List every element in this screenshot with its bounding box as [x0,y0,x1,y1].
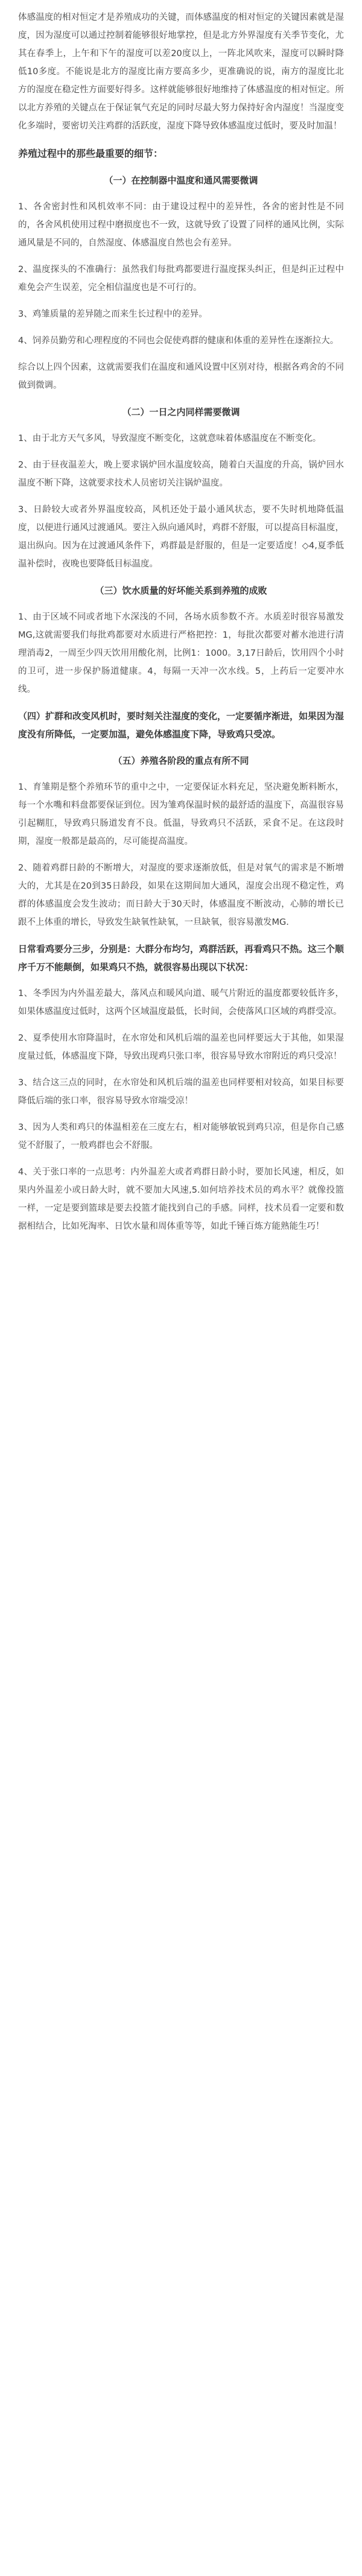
paragraph: 1、由于北方天气多风，导致湿度不断变化，这就意味着体感温度在不断变化。 [18,434,322,443]
paragraph: 2、随着鸡群日龄的不断增大，对湿度的要求逐渐放低，但是对氧气的需求是不断增大的，尤其是在20到35日龄段，如果在这期间加大通风，湿度会出现不稳定性，鸡群的体感温度会发生波动；而日龄大于30天时，体感温度不断波动，心肺的增长已跟不上体重的增长，导致发生缺氧性缺氧，一旦缺氧，很容易激发MG. [18,863,344,927]
subsection-heading: （五）养殖各阶段的重点有所不同 [113,755,249,766]
paragraph: 1、各舍密封性和风机效率不同：由于建设过程中的差异性，各舍的密封性是不同的，各舍风机使用过程中磨损度也不一致，这就导致了设置了同样的通风比例，实际通风量是不同的，自然湿度、体感温度自然也会有差异。 [18,202,344,248]
paragraph: 3、结合这三点的同时，在水帘处和风机后端的温差也同样要相对较高，如果目标要降低后端的张口率，很容易导致水帘端受凉！ [18,1078,344,1106]
paragraph: 1、由于区域不同或者地下水深浅的不同，各场水质参数不齐。水质差时很容易激发MG,这就需要我们每批鸡都要对水质进行严格把控：1，每批次都要对蓄水池进行清理消毒2，一周至少四天饮用用酸化剂，比例1：1000。3,17日龄后，饮用四个小时的卫可，进一步保护肠道健康。4，每隔一天冲一次水线。5，上药后一定要冲水线。 [18,612,344,694]
paragraph: 4、饲养员勤劳和心理程度的不同也会促使鸡群的健康和体重的差异性在逐渐拉大。 [18,336,339,346]
subsection-heading: （二）一日之内同样需要微调 [122,407,240,417]
subsection-heading: （三）饮水质量的好坏能关系到养殖的成败 [95,585,267,596]
paragraph: 2、夏季使用水帘降温时，在水帘处和风机后端的温差也同样要远大于其他，如果湿度量过低，体感温度下降，导致出现鸡只张口率，很容易导致水帘附近的鸡只受凉！ [18,1033,344,1061]
paragraph: 3、因为人类和鸡只的体温相差在三度左右，相对能够敏锐到鸡只凉，但是你自己感觉不舒服了，一般鸡群也会不舒服。 [18,1123,344,1150]
section-title: 养殖过程中的那些最重要的细节： [18,148,164,159]
paragraph: 1、育雏期是整个养殖环节的重中之中，一定要保证水料充足，坚决避免断料断水，每一个水嘴和料盘都要保证到位。因为雏鸡保温时候的最舒适的温度下，高温很容易引起糊肛，导致鸡只肠道发育不良。低温，导致鸡只不活跃，采食不足。在这段时期，湿度一般都是最高的，尽可能提高温度。 [18,782,344,846]
paragraph: 4、关于张口率的一点思考：内外温差大或者鸡群日龄小时，要加长风速，相反，如果内外温差小或日龄大时，就不要加大风速,5.如何培养技术员的鸡水平？就像投篮一样，一定是要到篮球是要去投篮才能找到自己的手感。同样，技术员看一定要和数据相结合，比如死淘率、日饮水量和周体重等等，如此千锤百炼方能熟能生巧！ [18,1167,344,1231]
paragraph: 3、日龄较大或者外界温度较高，风机还处于最小通风状态，要不失时机地降低温度，以便进行通风过渡通风。要注入纵向通风时，鸡群不舒服，可以提高目标温度，退出纵向。因为在过渡通风条件下，鸡群最是舒服的，但是一定要适度！◇4,夏季低温补偿时，夜晚也要降低目标温度。 [18,505,344,569]
subsection-heading: （一）在控制器中温度和通风需要微调 [104,175,258,186]
bold-paragraph: （四）扩群和改变风机时，要时刻关注湿度的变化，一定要循序渐进，如果因为湿度没有所降低，一定要加温，避免体感温度下降，导致鸡只受凉。 [18,711,345,740]
paragraph: 体感温度的相对恒定才是养殖成功的关键，而体感温度的相对恒定的关键因素就是湿度，因为湿度可以通过控制着能够很好地掌控，但是北方外界湿度有关季节变化，尤其在春季上，上午和下午的湿度可以差20度以上，一阵北风吹来，湿度可以瞬时降低10多度。不能说是北方的湿度比南方要高多少，更准确说的说，南方的湿度比北方的湿度在稳定性方面要好得多。这样就能够很好地维持了体感温度的相对恒定。所以北方养殖的关键点在于保证氧气充足的同时尽最大努力保持好舍内湿度！当湿度变化多端时，要密切关注鸡群的活跃度，湿度下降导致体感温度过低时，要及时加温！ [18,13,344,131]
bold-paragraph: 日常看鸡要分三步，分别是：大群分布均匀，鸡群活跃，再看鸡只不热。这三个顺序千万不能颠倒，如果鸡只不热，就很容易出现以下状况： [18,944,345,972]
paragraph: 2、温度探头的不准确行：虽然我们每批鸡都要进行温度探头纠正，但是纠正过程中难免会产生误差，完全相信温度也是不可行的。 [18,265,344,293]
article-content [18,8,344,1236]
paragraph: 1、冬季因为内外温差最大，落风点和暖风向道、暖气片附近的温度都要较低许多，如果体感温度过低时，这两个区域温度最低，长时间，会使落风口区域的鸡群受凉。 [18,989,344,1017]
paragraph: 3、鸡雏质量的差异随之而来生长过程中的差异。 [18,309,208,319]
paragraph: 综合以上四个因素，这就需要我们在温度和通风设置中区别对待，根据各鸡舍的不同做到微调。 [18,363,344,390]
paragraph: 2、由于昼夜温差大，晚上要求锅炉回水温度较高，随着白天温度的升高，锅炉回水温度不断下降，这就要求技术人员密切关注锅炉温度。 [18,460,344,488]
